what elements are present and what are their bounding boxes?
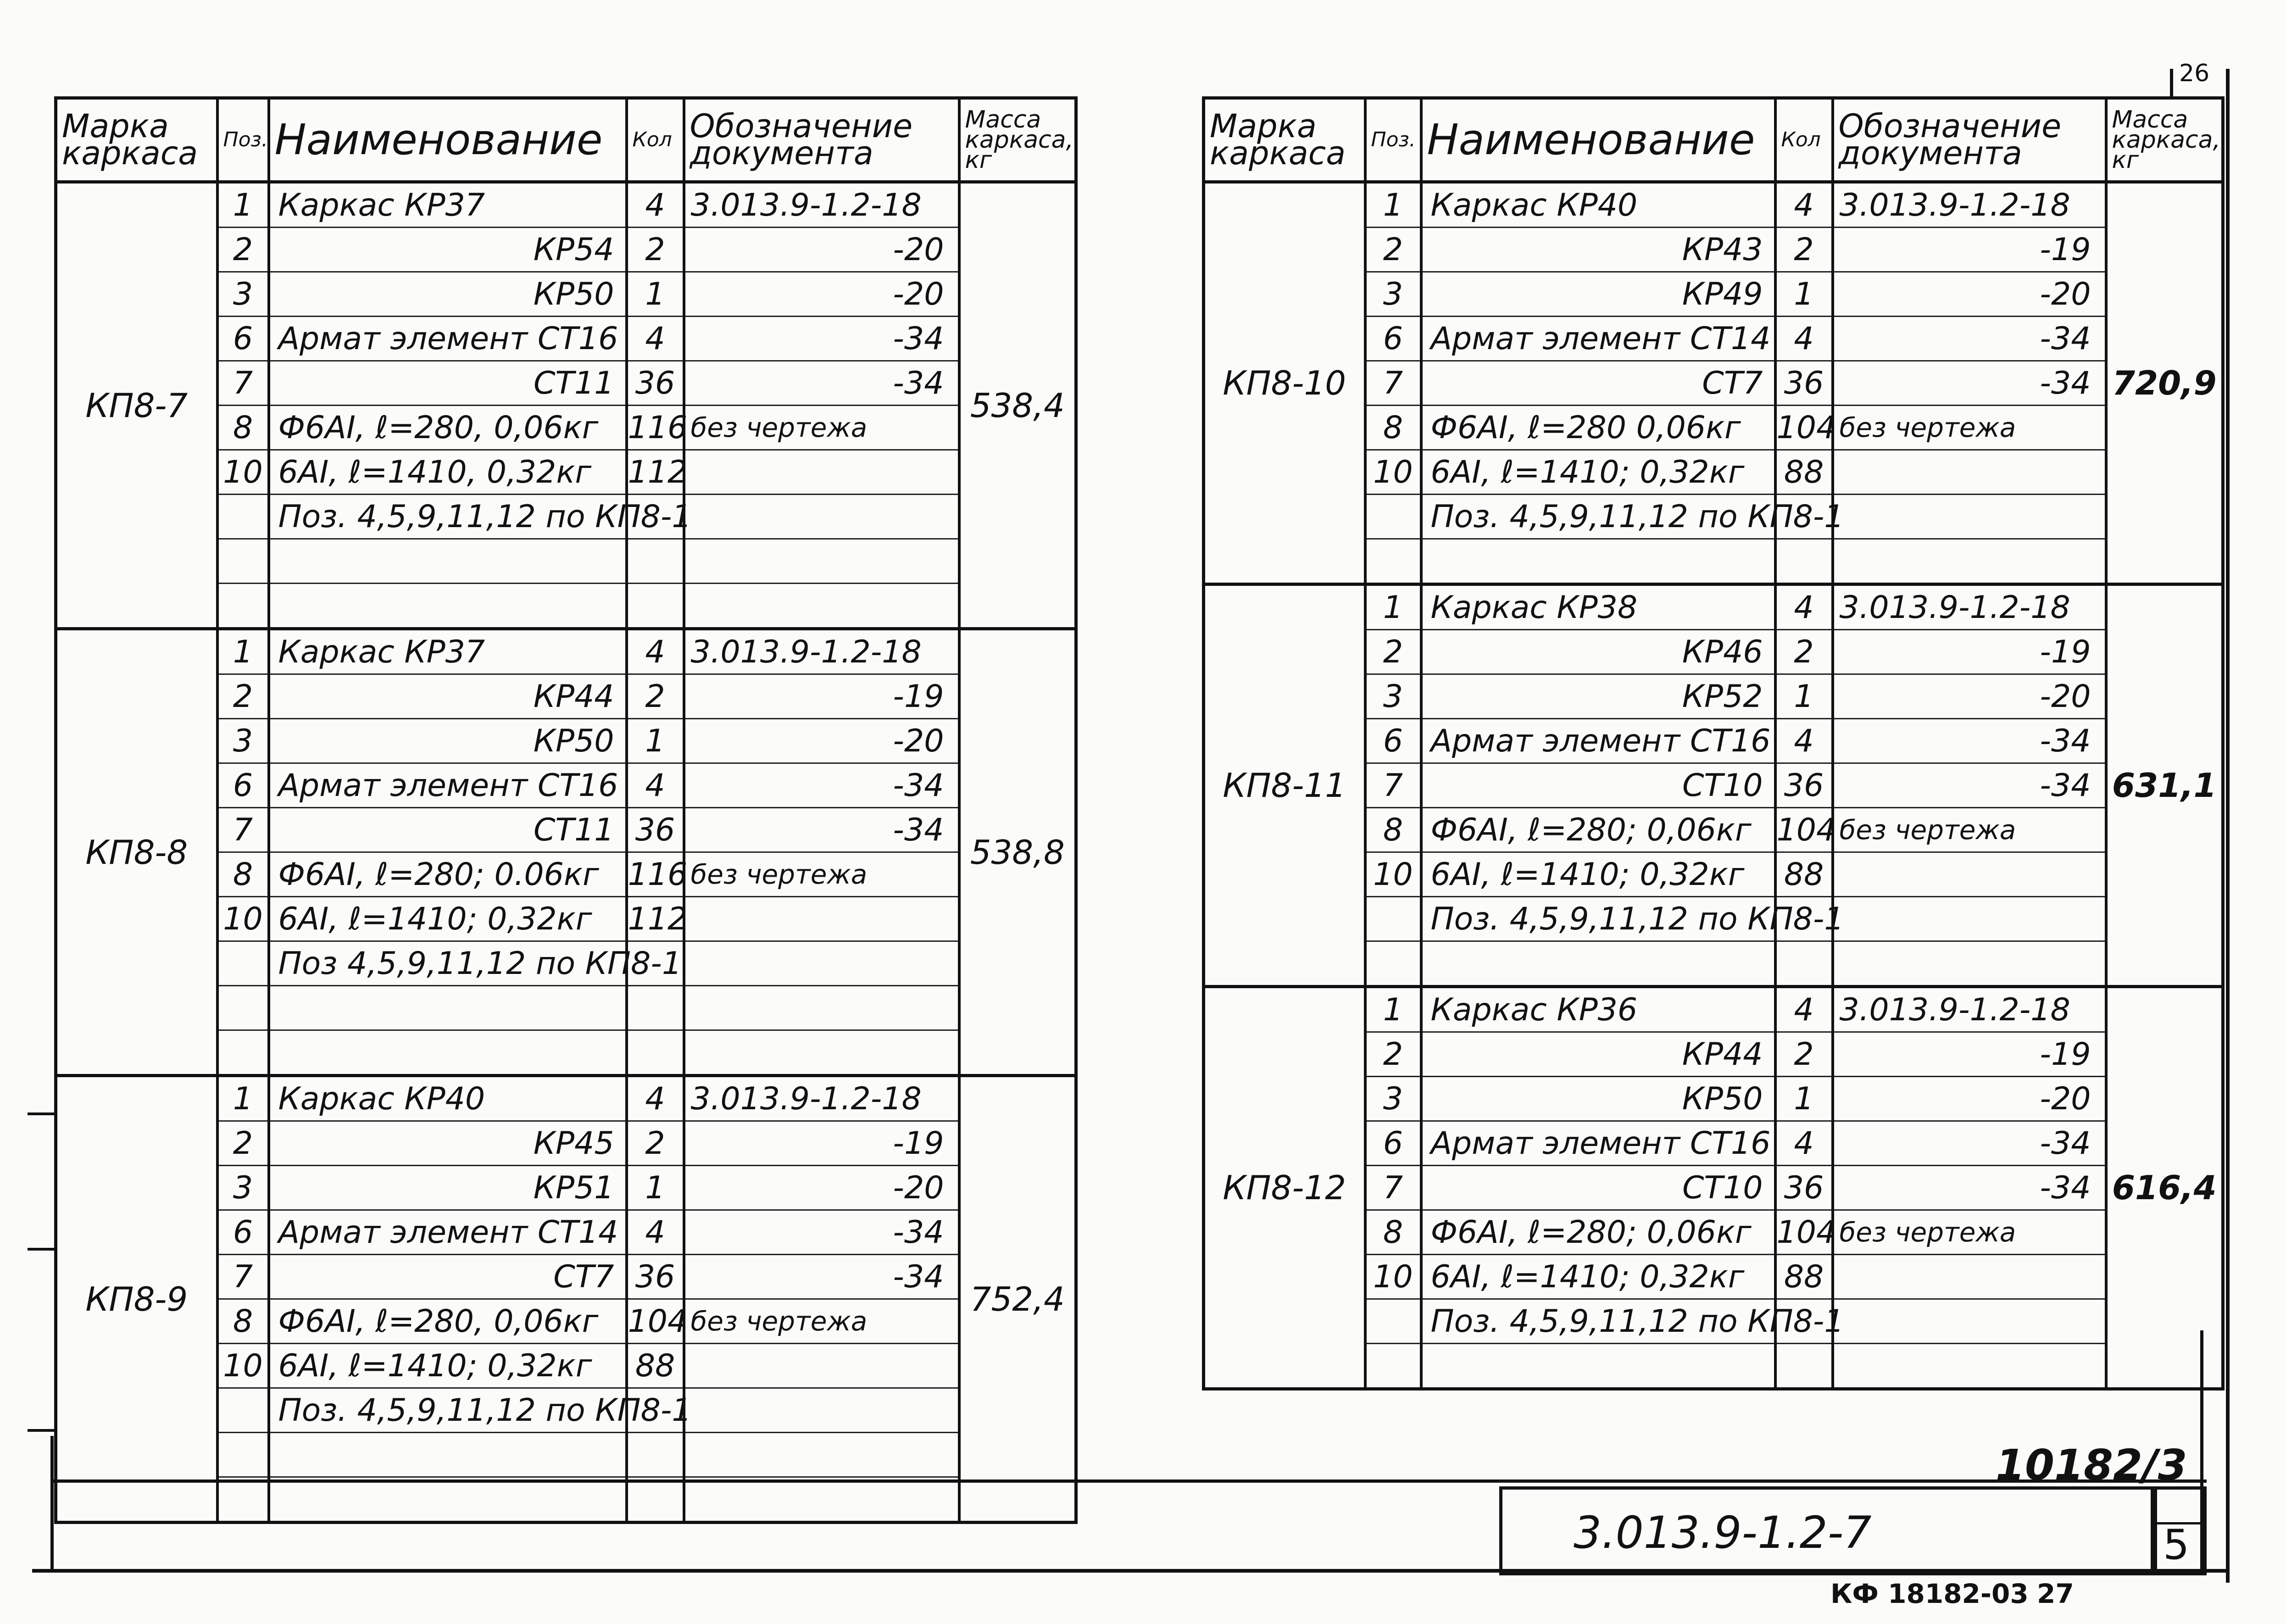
- document-cell: 3.013.9-1.2-18: [1833, 987, 2106, 1032]
- quantity-cell: 104: [1775, 1210, 1833, 1255]
- position-cell: [1365, 539, 1421, 584]
- document-cell: -34: [1833, 1121, 2106, 1166]
- name-cell: Армат элемент СТ16: [269, 317, 627, 361]
- quantity-cell: [1775, 539, 1833, 584]
- document-cell: -34: [684, 361, 959, 406]
- document-cell: [1833, 897, 2106, 941]
- name-cell: СТ7: [269, 1255, 627, 1299]
- position-cell: [217, 495, 269, 539]
- document-cell: -34: [1833, 719, 2106, 763]
- quantity-cell: 2: [627, 1121, 684, 1166]
- quantity-cell: 1: [1775, 272, 1833, 317]
- document-cell: без чертежа: [1833, 808, 2106, 852]
- name-cell: КР43: [1421, 228, 1775, 272]
- name-cell: КР54: [269, 228, 627, 272]
- position-cell: 1: [1365, 182, 1421, 228]
- document-cell: -20: [1833, 674, 2106, 719]
- document-cell: [1833, 450, 2106, 495]
- name-cell: [1421, 539, 1775, 584]
- quantity-cell: [1775, 1344, 1833, 1389]
- position-cell: 3: [217, 272, 269, 317]
- name-cell: 6АI, ℓ=1410; 0,32кг: [1421, 852, 1775, 897]
- position-cell: 3: [217, 719, 269, 763]
- header-pos: Поз.: [217, 98, 269, 182]
- name-cell: [269, 986, 627, 1030]
- spec-table-right: [1202, 96, 2225, 1390]
- position-cell: 6: [1365, 1121, 1421, 1166]
- sheet-frame-right-border: [2226, 69, 2230, 1583]
- position-cell: 7: [1365, 361, 1421, 406]
- footer-page: 27: [2037, 1578, 2074, 1609]
- header-doc: Обозначение документа: [1833, 98, 2106, 182]
- document-cell: [684, 1388, 959, 1433]
- document-cell: [1833, 1299, 2106, 1344]
- position-cell: 7: [217, 361, 269, 406]
- document-cell: 3.013.9-1.2-18: [1833, 584, 2106, 630]
- position-cell: 8: [217, 852, 269, 897]
- quantity-cell: 4: [627, 1210, 684, 1255]
- name-cell: Поз. 4,5,9,11,12 по КП8-1: [269, 1388, 627, 1433]
- position-cell: [217, 539, 269, 584]
- table-row: [56, 1076, 1076, 1121]
- document-cell: [684, 941, 959, 986]
- name-cell: КР51: [269, 1166, 627, 1210]
- quantity-cell: 88: [1775, 852, 1833, 897]
- name-cell: Армат элемент СТ14: [1421, 317, 1775, 361]
- quantity-cell: 4: [1775, 182, 1833, 228]
- table-header-row: [56, 98, 1076, 182]
- document-cell: 3.013.9-1.2-18: [684, 182, 959, 228]
- position-cell: 1: [1365, 584, 1421, 630]
- position-cell: 6: [217, 1210, 269, 1255]
- header-pos: Поз.: [1365, 98, 1421, 182]
- name-cell: КР45: [269, 1121, 627, 1166]
- header-mark: Марка каркаса: [56, 98, 217, 182]
- name-cell: [269, 584, 627, 629]
- name-cell: Ф6АI, ℓ=280, 0,06кг: [269, 406, 627, 450]
- name-cell: 6АI, ℓ=1410, 0,32кг: [269, 450, 627, 495]
- document-cell: [1833, 1344, 2106, 1389]
- spec-table-left: [54, 96, 1078, 1524]
- quantity-cell: 4: [1775, 317, 1833, 361]
- document-cell: -34: [1833, 763, 2106, 808]
- header-qty: Кол: [627, 98, 684, 182]
- name-cell: СТ10: [1421, 763, 1775, 808]
- position-cell: [217, 1433, 269, 1477]
- quantity-cell: 2: [627, 674, 684, 719]
- position-cell: [1365, 897, 1421, 941]
- name-cell: Поз. 4,5,9,11,12 по КП8-1: [1421, 897, 1775, 941]
- name-cell: КР44: [269, 674, 627, 719]
- quantity-cell: 4: [627, 763, 684, 808]
- position-cell: [217, 1477, 269, 1523]
- document-cell: -20: [684, 1166, 959, 1210]
- frame-mass-cell: 752,4: [959, 1076, 1076, 1523]
- name-cell: Армат элемент СТ16: [1421, 1121, 1775, 1166]
- position-cell: [217, 986, 269, 1030]
- document-cell: 3.013.9-1.2-18: [1833, 182, 2106, 228]
- inventory-note: 10182/3: [1996, 1440, 2187, 1490]
- position-cell: 8: [1365, 1210, 1421, 1255]
- position-cell: 10: [217, 1344, 269, 1388]
- position-cell: 1: [217, 1076, 269, 1121]
- sheet-number: 5: [2163, 1521, 2190, 1569]
- quantity-cell: 88: [627, 1344, 684, 1388]
- frame-mass-cell: 538,4: [959, 182, 1076, 629]
- document-cell: без чертежа: [684, 1299, 959, 1344]
- document-cell: -20: [684, 272, 959, 317]
- document-cell: -34: [684, 763, 959, 808]
- quantity-cell: 104: [627, 1299, 684, 1344]
- position-cell: 1: [217, 629, 269, 674]
- position-cell: 10: [1365, 1255, 1421, 1299]
- document-cell: -34: [1833, 361, 2106, 406]
- position-cell: [217, 1388, 269, 1433]
- name-cell: [269, 1433, 627, 1477]
- name-cell: Ф6АI, ℓ=280; 0,06кг: [1421, 808, 1775, 852]
- position-cell: [217, 941, 269, 986]
- title-block-top-line: [50, 1479, 2207, 1483]
- header-mass: Масса каркаса, кг: [959, 98, 1076, 182]
- document-cell: -34: [1833, 1166, 2106, 1210]
- quantity-cell: 36: [627, 361, 684, 406]
- corner-mark-line: [2170, 69, 2173, 96]
- table-row: [1204, 182, 2223, 228]
- document-cell: -20: [1833, 1077, 2106, 1121]
- document-cell: [684, 897, 959, 941]
- position-cell: [217, 584, 269, 629]
- quantity-cell: 4: [627, 1076, 684, 1121]
- quantity-cell: 36: [1775, 1166, 1833, 1210]
- position-cell: 6: [1365, 317, 1421, 361]
- position-cell: 6: [1365, 719, 1421, 763]
- position-cell: 1: [1365, 987, 1421, 1032]
- name-cell: Каркас КР37: [269, 629, 627, 674]
- frame-mark-cell: КП8-9: [56, 1076, 217, 1523]
- position-cell: 8: [1365, 406, 1421, 450]
- quantity-cell: [627, 584, 684, 629]
- position-cell: 10: [217, 450, 269, 495]
- position-cell: 10: [217, 897, 269, 941]
- document-cell: 3.013.9-1.2-18: [684, 629, 959, 674]
- name-cell: Ф6АI, ℓ=280; 0.06кг: [269, 852, 627, 897]
- quantity-cell: 4: [627, 182, 684, 228]
- quantity-cell: [627, 986, 684, 1030]
- frame-mark-cell: КП8-11: [1204, 584, 1365, 987]
- quantity-cell: 104: [1775, 406, 1833, 450]
- quantity-cell: 2: [1775, 630, 1833, 674]
- position-cell: 3: [1365, 674, 1421, 719]
- quantity-cell: 4: [1775, 987, 1833, 1032]
- table-header-row: [1204, 98, 2223, 182]
- document-cell: [684, 495, 959, 539]
- position-cell: 3: [1365, 272, 1421, 317]
- quantity-cell: 4: [1775, 1121, 1833, 1166]
- position-cell: [1365, 941, 1421, 987]
- document-cell: -19: [684, 674, 959, 719]
- quantity-cell: 112: [627, 897, 684, 941]
- name-cell: Каркас КР37: [269, 182, 627, 228]
- quantity-cell: 36: [1775, 763, 1833, 808]
- footer-code: КФ 18182-03: [1830, 1578, 2029, 1609]
- document-cell: -34: [684, 317, 959, 361]
- quantity-cell: 104: [1775, 808, 1833, 852]
- position-cell: 8: [1365, 808, 1421, 852]
- quantity-cell: [1775, 941, 1833, 987]
- frame-mass-cell: 631,1: [2106, 584, 2223, 987]
- position-cell: [1365, 1344, 1421, 1389]
- position-cell: 1: [217, 182, 269, 228]
- header-doc: Обозначение документа: [684, 98, 959, 182]
- quantity-cell: 88: [1775, 450, 1833, 495]
- quantity-cell: 2: [627, 228, 684, 272]
- document-cell: -34: [684, 808, 959, 852]
- quantity-cell: 112: [627, 450, 684, 495]
- quantity-cell: 4: [627, 317, 684, 361]
- quantity-cell: 36: [1775, 361, 1833, 406]
- header-mark: Марка каркаса: [1204, 98, 1365, 182]
- table-row: [1204, 584, 2223, 630]
- position-cell: 7: [217, 808, 269, 852]
- binding-tick-1: [28, 1112, 54, 1115]
- position-cell: [1365, 1299, 1421, 1344]
- document-cell: -34: [1833, 317, 2106, 361]
- quantity-cell: 1: [1775, 1077, 1833, 1121]
- name-cell: Армат элемент СТ16: [1421, 719, 1775, 763]
- document-cell: -20: [1833, 272, 2106, 317]
- name-cell: 6АI, ℓ=1410; 0,32кг: [1421, 450, 1775, 495]
- document-cell: [684, 986, 959, 1030]
- name-cell: КР50: [269, 719, 627, 763]
- document-designation: 3.013.9-1.2-7: [1574, 1507, 1872, 1558]
- frame-mark-cell: КП8-12: [1204, 987, 1365, 1389]
- right-table-body: [1204, 182, 2223, 1389]
- document-cell: -20: [684, 228, 959, 272]
- name-cell: 6АI, ℓ=1410; 0,32кг: [1421, 1255, 1775, 1299]
- name-cell: Каркас КР40: [269, 1076, 627, 1121]
- position-cell: [1365, 495, 1421, 539]
- document-cell: [684, 450, 959, 495]
- quantity-cell: [627, 1477, 684, 1523]
- quantity-cell: 116: [627, 852, 684, 897]
- frame-mass-cell: 538,8: [959, 629, 1076, 1076]
- quantity-cell: 4: [627, 629, 684, 674]
- name-cell: Каркас КР36: [1421, 987, 1775, 1032]
- quantity-cell: [627, 1030, 684, 1076]
- table-row: [56, 182, 1076, 228]
- header-mass: Масса каркаса, кг: [2106, 98, 2223, 182]
- name-cell: [269, 539, 627, 584]
- position-cell: 10: [1365, 450, 1421, 495]
- position-cell: 2: [1365, 228, 1421, 272]
- position-cell: 2: [217, 674, 269, 719]
- binding-tick-2: [28, 1248, 54, 1251]
- document-cell: [1833, 941, 2106, 987]
- position-cell: 8: [217, 406, 269, 450]
- frame-mark-cell: КП8-8: [56, 629, 217, 1076]
- position-cell: 3: [1365, 1077, 1421, 1121]
- quantity-cell: 116: [627, 406, 684, 450]
- position-cell: 2: [217, 228, 269, 272]
- name-cell: [269, 1030, 627, 1076]
- name-cell: КР49: [1421, 272, 1775, 317]
- frame-mass-cell: 616,4: [2106, 987, 2223, 1389]
- document-cell: [1833, 539, 2106, 584]
- header-qty: Кол: [1775, 98, 1833, 182]
- header-name: Наименование: [1421, 98, 1775, 182]
- corner-sheet-mark: 26: [2179, 60, 2210, 87]
- name-cell: КР46: [1421, 630, 1775, 674]
- quantity-cell: 4: [1775, 584, 1833, 630]
- document-cell: -19: [1833, 228, 2106, 272]
- quantity-cell: 1: [627, 1166, 684, 1210]
- document-cell: 3.013.9-1.2-18: [684, 1076, 959, 1121]
- name-cell: КР52: [1421, 674, 1775, 719]
- name-cell: Поз. 4,5,9,11,12 по КП8-1: [1421, 1299, 1775, 1344]
- document-cell: [684, 1477, 959, 1523]
- position-cell: 2: [1365, 1032, 1421, 1077]
- quantity-cell: 2: [1775, 228, 1833, 272]
- document-cell: -34: [684, 1210, 959, 1255]
- position-cell: 2: [1365, 630, 1421, 674]
- name-cell: Поз 4,5,9,11,12 по КП8-1: [269, 941, 627, 986]
- document-cell: [1833, 1255, 2106, 1299]
- name-cell: [1421, 941, 1775, 987]
- left-table-body: [56, 182, 1076, 1523]
- position-cell: 7: [1365, 763, 1421, 808]
- quantity-cell: 1: [627, 719, 684, 763]
- position-cell: 8: [217, 1299, 269, 1344]
- name-cell: СТ11: [269, 361, 627, 406]
- position-cell: 7: [217, 1255, 269, 1299]
- quantity-cell: 4: [1775, 719, 1833, 763]
- document-cell: без чертежа: [1833, 1210, 2106, 1255]
- quantity-cell: 36: [627, 808, 684, 852]
- document-cell: -19: [684, 1121, 959, 1166]
- header-name: Наименование: [269, 98, 627, 182]
- name-cell: Армат элемент СТ14: [269, 1210, 627, 1255]
- document-cell: -20: [684, 719, 959, 763]
- document-cell: [1833, 852, 2106, 897]
- quantity-cell: 1: [627, 272, 684, 317]
- quantity-cell: 36: [627, 1255, 684, 1299]
- document-cell: [684, 539, 959, 584]
- document-cell: -34: [684, 1255, 959, 1299]
- quantity-cell: 1: [1775, 674, 1833, 719]
- document-cell: [684, 1030, 959, 1076]
- name-cell: Поз. 4,5,9,11,12 по КП8-1: [269, 495, 627, 539]
- name-cell: Ф6АI, ℓ=280; 0,06кг: [1421, 1210, 1775, 1255]
- quantity-cell: 88: [1775, 1255, 1833, 1299]
- name-cell: КР50: [269, 272, 627, 317]
- name-cell: Каркас КР40: [1421, 182, 1775, 228]
- frame-mass-cell: 720,9: [2106, 182, 2223, 584]
- document-cell: без чертежа: [1833, 406, 2106, 450]
- name-cell: СТ10: [1421, 1166, 1775, 1210]
- quantity-cell: [627, 539, 684, 584]
- name-cell: КР50: [1421, 1077, 1775, 1121]
- document-cell: без чертежа: [684, 852, 959, 897]
- position-cell: 6: [217, 763, 269, 808]
- position-cell: [217, 1030, 269, 1076]
- name-cell: СТ7: [1421, 361, 1775, 406]
- position-cell: 2: [217, 1121, 269, 1166]
- document-cell: без чертежа: [684, 406, 959, 450]
- table-row: [1204, 987, 2223, 1032]
- name-cell: [269, 1477, 627, 1523]
- document-cell: -19: [1833, 630, 2106, 674]
- name-cell: [1421, 1344, 1775, 1389]
- document-cell: [684, 1433, 959, 1477]
- table-row: [56, 629, 1076, 674]
- position-cell: 3: [217, 1166, 269, 1210]
- name-cell: Ф6АI, ℓ=280, 0,06кг: [269, 1299, 627, 1344]
- name-cell: Ф6АI, ℓ=280 0,06кг: [1421, 406, 1775, 450]
- sheet-frame-left-border: [50, 1436, 54, 1571]
- name-cell: Поз. 4,5,9,11,12 по КП8-1: [1421, 495, 1775, 539]
- frame-mark-cell: КП8-10: [1204, 182, 1365, 584]
- name-cell: Каркас КР38: [1421, 584, 1775, 630]
- document-cell: -19: [1833, 1032, 2106, 1077]
- name-cell: КР44: [1421, 1032, 1775, 1077]
- name-cell: 6АI, ℓ=1410; 0,32кг: [269, 897, 627, 941]
- frame-mark-cell: КП8-7: [56, 182, 217, 629]
- document-cell: [684, 584, 959, 629]
- name-cell: СТ11: [269, 808, 627, 852]
- document-cell: [684, 1344, 959, 1388]
- position-cell: 6: [217, 317, 269, 361]
- quantity-cell: 2: [1775, 1032, 1833, 1077]
- document-cell: [1833, 495, 2106, 539]
- name-cell: 6АI, ℓ=1410; 0,32кг: [269, 1344, 627, 1388]
- position-cell: 10: [1365, 852, 1421, 897]
- position-cell: 7: [1365, 1166, 1421, 1210]
- quantity-cell: [627, 1433, 684, 1477]
- name-cell: Армат элемент СТ16: [269, 763, 627, 808]
- binding-tick-3: [28, 1429, 54, 1432]
